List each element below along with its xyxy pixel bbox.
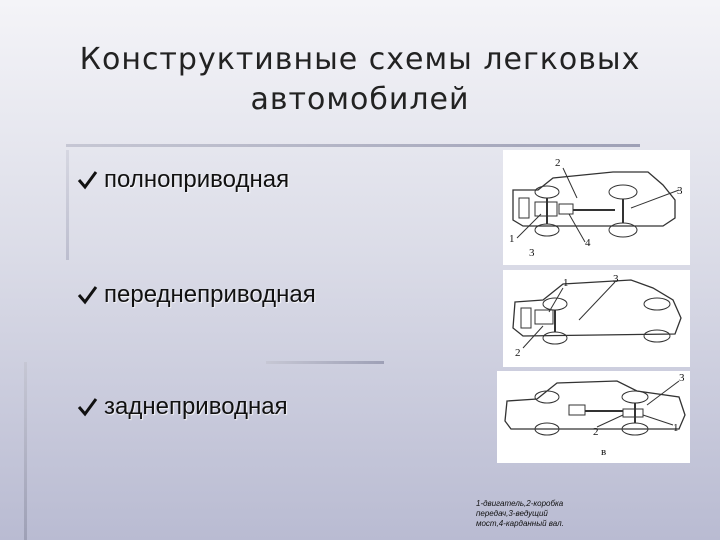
checkmark-icon	[76, 169, 98, 191]
diagram-front-wheel-drive	[503, 270, 690, 367]
legend-line-2: передач,3-ведущий	[476, 509, 548, 518]
checkmark-icon	[76, 284, 98, 306]
diagram-label: 2	[515, 347, 521, 359]
diagram-label: 1	[509, 233, 515, 245]
bullet-label: переднеприводная	[104, 281, 316, 308]
diagram-rear-wheel-drive	[497, 371, 690, 463]
diagram-label: 4	[585, 237, 591, 249]
bullet-label: полноприводная	[104, 166, 290, 193]
top-divider	[66, 144, 640, 147]
inner-vertical-rule	[66, 150, 69, 260]
diagram-label: 3	[529, 247, 535, 259]
diagram-label: 3	[677, 185, 683, 197]
diagram-legend	[476, 499, 626, 529]
legend-line-3: мост,4-карданный вал.	[476, 519, 564, 528]
bullet-rear-wheel-drive	[76, 393, 288, 421]
diagram-label: 2	[593, 426, 599, 438]
diagram-label: 1	[563, 277, 569, 289]
diagram-label: 3	[679, 372, 685, 384]
middle-divider	[266, 361, 384, 364]
diagram-label: 3	[613, 273, 619, 285]
left-vertical-rule	[24, 362, 27, 540]
diagram-label: 2	[555, 157, 561, 169]
slide-title	[40, 40, 680, 120]
bullet-all-wheel-drive	[76, 166, 289, 194]
diagram-label: в	[601, 446, 607, 458]
bullet-label: заднеприводная	[104, 393, 288, 420]
bullet-front-wheel-drive	[76, 281, 316, 309]
legend-line-1: 1-двигатель,2-коробка	[476, 499, 564, 508]
title-line-2: автомобилей	[250, 82, 470, 117]
diagram-all-wheel-drive	[503, 150, 690, 265]
title-line-1: Конструктивные схемы легковых	[79, 42, 641, 77]
diagram-label: 1	[673, 422, 679, 434]
checkmark-icon	[76, 396, 98, 418]
